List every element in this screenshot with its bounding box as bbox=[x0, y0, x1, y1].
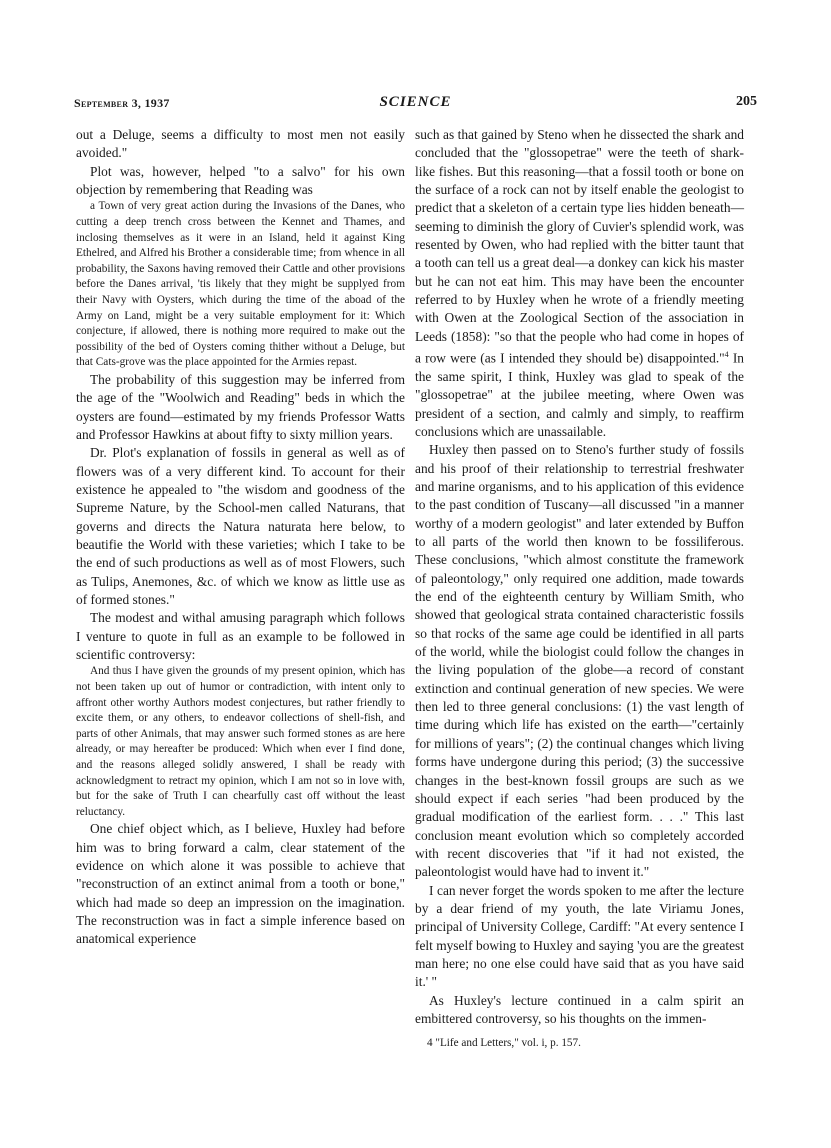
block-quote: And thus I have given the grounds of my present opinion, which has not been taken up out of humor or contradiction, with intent only to affront other worthy Authors modest conjectures, but rather friendly to excite them, or any others, to endeavor collections of shell-fish, and parts of other Animals, that may answer such formed stones as are here already, or may hereafter be produced: Which when ever I find done, and the reasons alleged solidly answered, I shall be ready with acknowledgment to retract my opinion, which I am not so in love with, but for the sake of Truth I can chearfully cast off without the least reluctancy. bbox=[76, 665, 405, 818]
paragraph: Dr. Plot's explanation of fossils in general as well as of flowers was of a very different kind. To account for their existence he appealed to "the wisdom and goodness of the Supreme Nature, by the School-men called Naturans, that governs and directs the Natura naturata here below, to beautifie the World with these varieties; which I take to be the end of such productions as well as of most Flowers, such as Tulips, Anemones, &c. of which we know as little use as of formed stones." bbox=[76, 445, 405, 608]
journal-title: SCIENCE bbox=[379, 94, 452, 110]
paragraph: I can never forget the words spoken to me after the lecture by a dear friend of my youth, the late Viriamu Jones, principal of University College, Cardiff: "At every sentence I felt myself bowing to Huxley and saying 'you are the greatest man here; no one else could have said that as you have said it.' " bbox=[415, 882, 744, 990]
paragraph: Plot was, however, helped "to a salvo" for his own objection by remembering that Reading was bbox=[76, 163, 405, 198]
footnote-marker: 4 bbox=[724, 350, 729, 360]
footnote: 4 "Life and Letters," vol. i, p. 157. bbox=[427, 1037, 581, 1050]
paragraph: Huxley then passed on to Steno's further study of fossils and his proof of their relationship to terrestrial freshwater and marine organisms, and to his application of this evidence to the past condition of Tuscany—all discussed "in a manner worthy of a modern geologist" and later extended by Buffon to all parts of the world then known to be fossiliferous. These conclusions, "which almost constitute the framework of paleontology," only required one addition, made towards the end of the eighteenth century by William Smith, who showed that geological strata contained characteristic fossils so that rocks of the same age could be identified in all parts of the world, while the biologist could follow the changes in the living population of the globe—a record of constant extinction and continual generation of new species. We were then led to three general conclusions: (1) the vast length of time during which life has existed on the earth—"certainly for millions of years"; (2) the continual changes which living forms have undergone during this period; (3) the successive changes in the best-known fossil groups are such as we should expect if each series "had been produced by the gradual modification of the earliest form. . . ." This last conclusion meant evolution which so completely accorded with recent discoveries that "if it had not existed, the paleontologist would have had to invent it." bbox=[415, 442, 744, 880]
block-quote: a Town of very great action during the Invasions of the Danes, who cutting a deep trench cross between the Kennet and Thames, and inclosing themselves as it were in an Island, held it against King Ethelred, and Alfred his Brother a considerable time; from whence in all probability, the Saxons having removed their Cattle and other provisions before the Danes arrival, 'tis likely that they might be supplyed from their Navy with Oysters, which during the time of the aboad of the Army on Land, might be a very suitable employment for it: Which conjecture, if allowed, there is nothing more required to make out the possibility of the bed of Oysters coming thither without a Deluge, but that Cats-grove was the place appointed for the Armies repast. bbox=[76, 200, 405, 369]
paragraph: The probability of this suggestion may be inferred from the age of the "Woolwich and Reading" beds in which the oysters are found—estimated by my friends Professor Watts and Professor Hawkins at about fifty to sixty million years. bbox=[76, 371, 405, 442]
running-header bbox=[74, 94, 757, 114]
issue-date: September 3, 1937 bbox=[74, 96, 170, 110]
paragraph bbox=[415, 126, 744, 441]
paragraph: One chief object which, as I believe, Huxley had before him was to bring forward a calm, clear statement of the evidence on which alone it was possible to achieve that "reconstruction of an extinct animal from a tooth or bone," which had made so deep an impression on the imagination. The reconstruction was in fact a simple inference based on anatomical experience bbox=[76, 821, 405, 947]
paragraph-text: such as that gained by Steno when he dissected the shark and concluded that the "glossopetrae" were the teeth of shark-like fishes. But this reasoning—that a fossil tooth or bone on the surface of a rock can not by itself enable the geologist to predict that a skeleton of a certain type lies hidden beneath—seeming to diminish the glory of Cuvier's splendid work, was resented by Owen, who had replied with the bitter taunt that a tooth can tell us a great deal—a donkey can kick his master but he can not eat him. This may have been the encounter referred to by Huxley when he wrote of a friendly meeting with Owen at the Zoological Section of the association in Leeds (1858): "so that the people who had come in hopes of a row were (as I intended they should be) disappointed." bbox=[415, 127, 744, 366]
paragraph: out a Deluge, seems a difficulty to most men not easily avoided." bbox=[76, 127, 405, 161]
paragraph: As Huxley's lecture continued in a calm spirit an embittered controversy, so his thoughts on the immen- bbox=[415, 992, 744, 1026]
right-column bbox=[415, 126, 744, 1051]
page-number: 205 bbox=[736, 94, 757, 109]
paragraph: The modest and withal amusing paragraph which follows I venture to quote in full as an example to be followed in scientific controversy: bbox=[76, 610, 405, 663]
paragraph-text: In the same spirit, I think, Huxley was glad to speak of the "glossopetrae" at the jubilee meeting, where Owen was president of a section, and calmly and simply, to reaffirm conclusions which are unassailable. bbox=[415, 350, 744, 439]
left-column bbox=[76, 126, 405, 949]
